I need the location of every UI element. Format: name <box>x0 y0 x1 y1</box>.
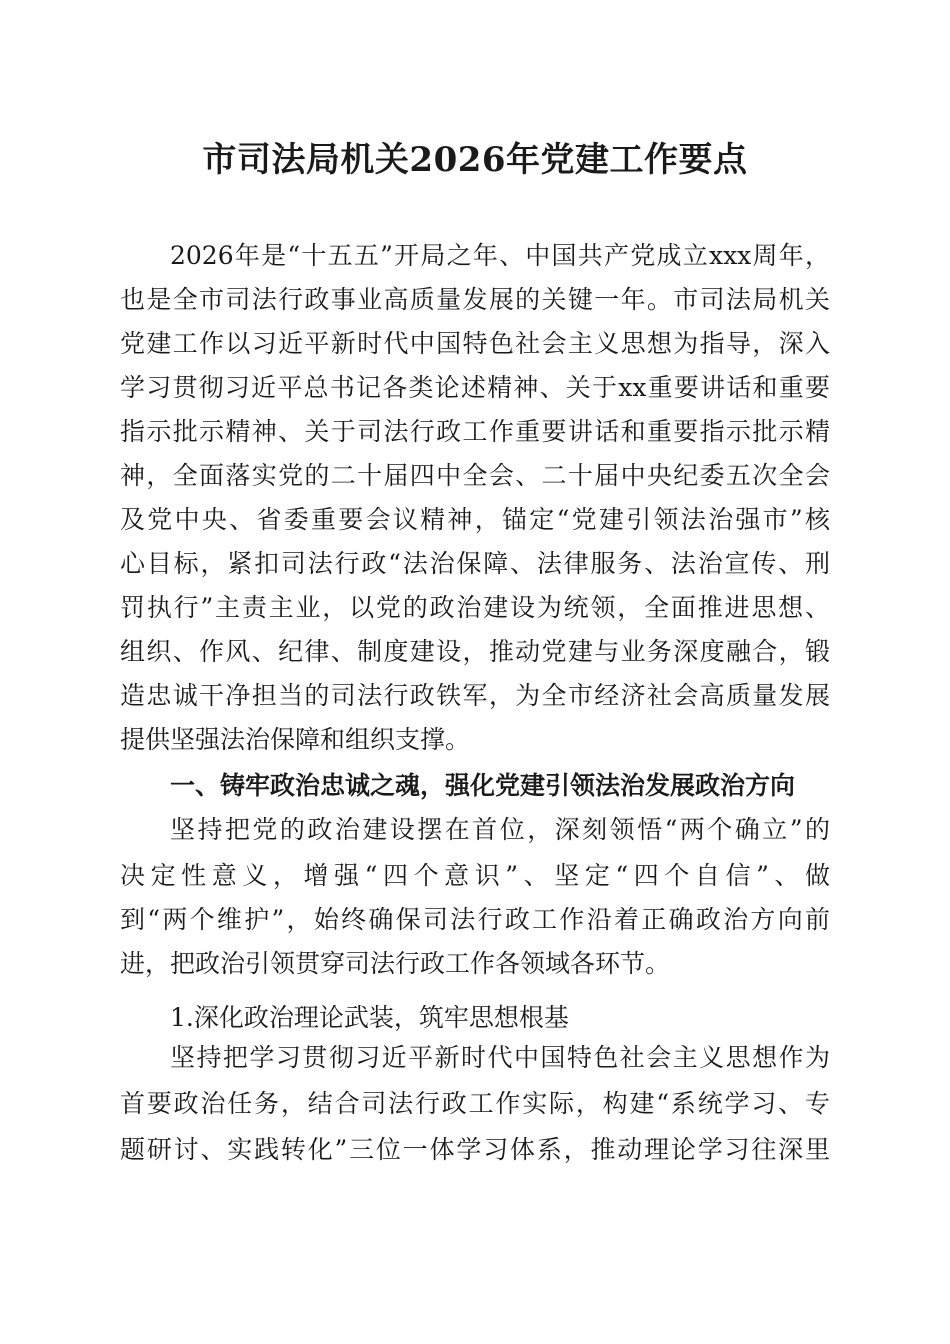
paragraph-line: 学习贯彻习近平总书记各类论述精神、关于xx重要讲话和重要 <box>120 373 830 402</box>
paragraph-line: 也是全市司法行政事业高质量发展的关键一年。市司法局机关 <box>120 285 830 314</box>
paragraph-line: 首要政治任务，结合司法行政工作实际，构建“系统学习、专 <box>120 1089 830 1118</box>
subsection-heading: 1.深化政治理论武装，筑牢思想根基 <box>170 1003 569 1032</box>
document-title: 市司法局机关2026年党建工作要点 <box>202 140 748 180</box>
paragraph-line: 进，把政治引领贯穿司法行政工作各领域各环节。 <box>120 949 671 978</box>
paragraph-line: 心目标，紧扣司法行政“法治保障、法律服务、法治宣传、刑 <box>120 549 830 578</box>
paragraph-line: 罚执行”主责主业，以党的政治建设为统领，全面推进思想、 <box>120 593 830 622</box>
section-heading: 一、铸牢政治忠诚之魂，强化党建引领法治发展政治方向 <box>170 771 796 800</box>
paragraph-line: 造忠诚干净担当的司法行政铁军，为全市经济社会高质量发展 <box>120 681 830 710</box>
paragraph-line: 指示批示精神、关于司法行政工作重要讲话和重要指示批示精 <box>120 417 830 446</box>
paragraph-line: 2026年是“十五五”开局之年、中国共产党成立xxx周年， <box>170 241 830 270</box>
paragraph-line: 组织、作风、纪律、制度建设，推动党建与业务深度融合，锻 <box>120 637 830 666</box>
paragraph-line: 到“两个维护”，始终确保司法行政工作沿着正确政治方向前 <box>120 905 830 934</box>
paragraph-line: 神，全面落实党的二十届四中全会、二十届中央纪委五次全会 <box>120 461 830 490</box>
paragraph-line: 题研讨、实践转化”三位一体学习体系，推动理论学习往深里 <box>120 1135 830 1164</box>
paragraph-line: 提供坚强法治保障和组织支撑。 <box>120 725 471 754</box>
paragraph-line: 决定性意义，增强“四个意识”、坚定“四个自信”、做 <box>120 861 830 890</box>
paragraph-line: 坚持把学习贯彻习近平新时代中国特色社会主义思想作为 <box>170 1043 830 1072</box>
paragraph-line: 及党中央、省委重要会议精神，锚定“党建引领法治强市”核 <box>120 505 830 534</box>
paragraph-line: 坚持把党的政治建设摆在首位，深刻领悟“两个确立”的 <box>170 815 830 844</box>
paragraph-line: 党建工作以习近平新时代中国特色社会主义思想为指导，深入 <box>120 329 830 358</box>
